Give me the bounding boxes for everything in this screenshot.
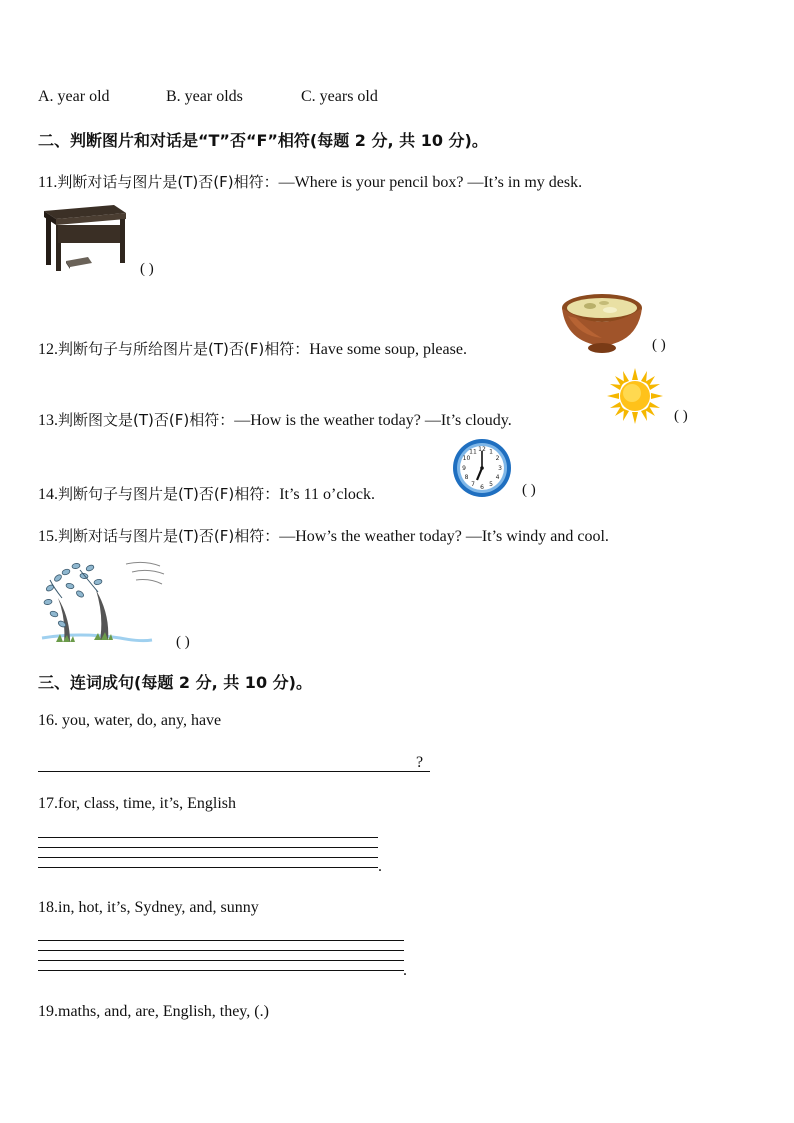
svg-text:8: 8 bbox=[464, 474, 469, 481]
svg-text:5: 5 bbox=[489, 481, 493, 488]
svg-text:11: 11 bbox=[469, 448, 477, 456]
question-number: 14. bbox=[38, 486, 58, 503]
desk-with-pencil-box-icon bbox=[40, 203, 130, 273]
svg-text:7: 7 bbox=[471, 481, 475, 488]
answer-blank-12[interactable]: ( ) bbox=[652, 337, 666, 353]
section-2-title: 二、判断图片和对话是“T”否“F”相符(每题 2 分, 共 10 分)。 bbox=[38, 131, 488, 150]
answer-line[interactable] bbox=[38, 960, 404, 961]
svg-text:3: 3 bbox=[498, 465, 502, 472]
option-b: B. year olds bbox=[166, 88, 243, 105]
question-13 bbox=[38, 409, 512, 430]
answer-line[interactable] bbox=[38, 837, 378, 838]
sun-icon bbox=[607, 368, 663, 424]
answer-line[interactable] bbox=[38, 950, 404, 951]
question-text: —How’s the weather today? —It’s windy and cool. bbox=[279, 528, 609, 545]
windy-tree-icon bbox=[40, 558, 168, 648]
question-number: 11. bbox=[38, 174, 58, 191]
question-number: 15. bbox=[38, 528, 58, 545]
svg-text:10: 10 bbox=[462, 455, 471, 462]
soup-bowl-icon bbox=[560, 292, 644, 356]
svg-text:1: 1 bbox=[489, 448, 493, 456]
section-3-title: 三、连词成句(每题 2 分, 共 10 分)。 bbox=[38, 673, 312, 692]
svg-text:6: 6 bbox=[480, 484, 484, 491]
question-19: 19.maths, and, are, English, they, (.) bbox=[38, 1003, 269, 1020]
end-mark: . bbox=[378, 858, 382, 875]
svg-text:4: 4 bbox=[495, 474, 500, 481]
answer-line[interactable] bbox=[38, 970, 404, 971]
answer-blank-11[interactable]: ( ) bbox=[140, 261, 154, 277]
answer-line[interactable] bbox=[38, 847, 378, 848]
answer-line[interactable] bbox=[38, 867, 378, 868]
question-14 bbox=[38, 483, 375, 504]
question-11 bbox=[38, 171, 582, 192]
svg-text:9: 9 bbox=[462, 465, 466, 472]
question-17: 17.for, class, time, it’s, English bbox=[38, 795, 237, 812]
svg-text:2: 2 bbox=[495, 455, 500, 462]
question-prompt: 判断图文是(T)否(F)相符： bbox=[58, 411, 235, 429]
question-number: 12. bbox=[38, 341, 58, 358]
question-text: —Where is your pencil box? —It’s in my desk. bbox=[278, 174, 583, 191]
question-15 bbox=[38, 525, 609, 546]
question-prompt: 判断对话与图片是(T)否(F)相符： bbox=[57, 173, 279, 191]
end-mark: . bbox=[403, 962, 407, 979]
question-prompt: 判断句子与图片是(T)否(F)相符： bbox=[58, 485, 280, 503]
question-text: —How is the weather today? —It’s cloudy. bbox=[234, 412, 512, 429]
question-12 bbox=[38, 338, 467, 359]
answer-blank-13[interactable]: ( ) bbox=[674, 408, 688, 424]
question-prompt: 判断句子与所给图片是(T)否(F)相符： bbox=[58, 340, 310, 358]
answer-blank-14[interactable]: ( ) bbox=[522, 482, 536, 498]
answer-blank-15[interactable]: ( ) bbox=[176, 634, 190, 650]
answer-line[interactable] bbox=[38, 857, 378, 858]
question-prompt: 判断对话与图片是(T)否(F)相符： bbox=[58, 527, 280, 545]
question-text: It’s 11 o’clock. bbox=[279, 486, 376, 503]
clock-icon bbox=[452, 438, 512, 498]
option-a: A. year old bbox=[38, 88, 110, 105]
end-mark: ? bbox=[416, 754, 424, 771]
option-c: C. years old bbox=[301, 88, 378, 105]
answer-line[interactable] bbox=[38, 940, 404, 941]
answer-line[interactable] bbox=[38, 771, 430, 772]
question-text: Have some soup, please. bbox=[309, 341, 467, 358]
question-18: 18.in, hot, it’s, Sydney, and, sunny bbox=[38, 899, 259, 916]
svg-text:12: 12 bbox=[478, 446, 486, 453]
question-16: 16. you, water, do, any, have bbox=[38, 712, 222, 729]
question-number: 13. bbox=[38, 412, 58, 429]
